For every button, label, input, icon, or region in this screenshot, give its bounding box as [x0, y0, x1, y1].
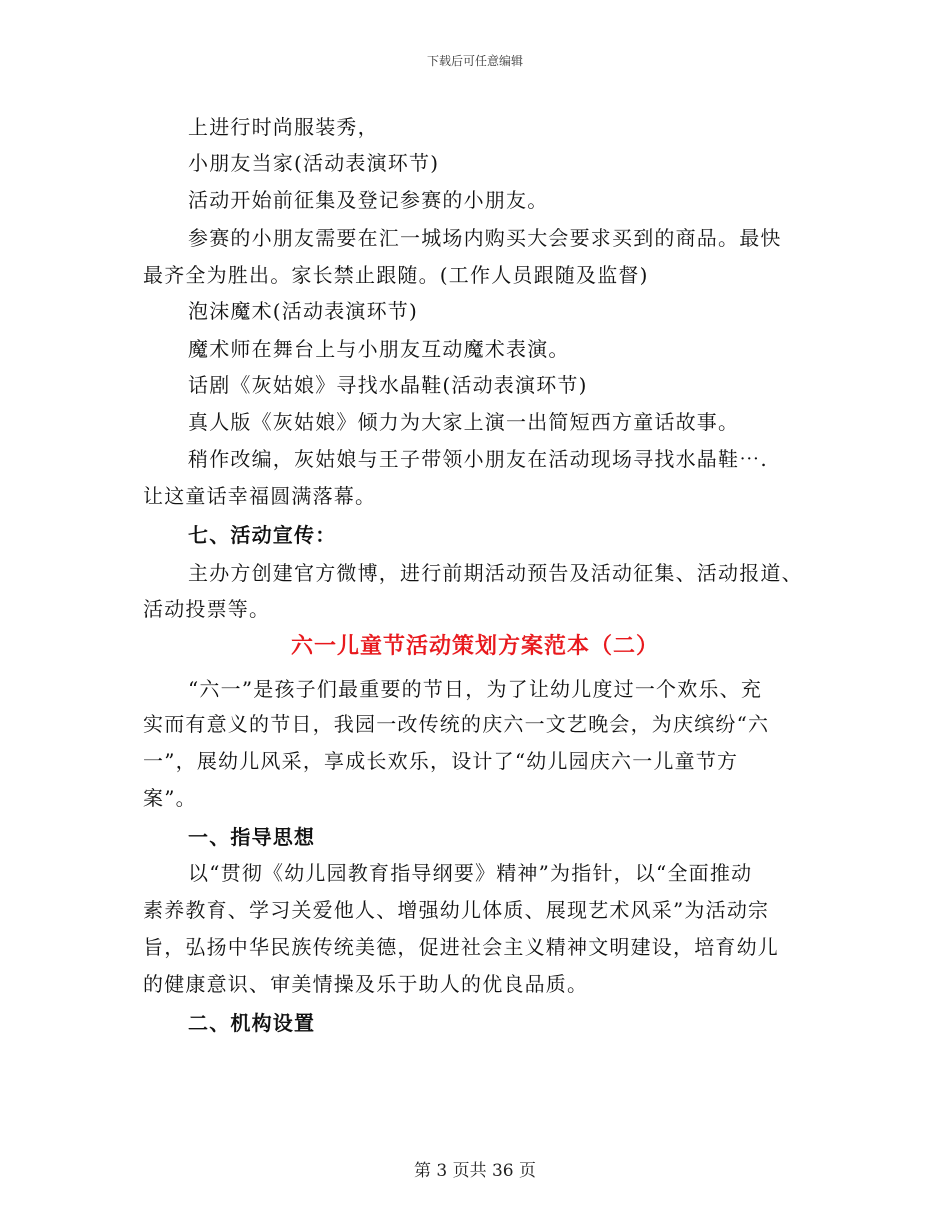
page-header: 下载后可任意编辑	[426, 54, 523, 68]
text-line: 主办方创建官方微博，进行前期活动预告及活动征集、活动报道、	[188, 561, 803, 585]
document-title: 六一儿童节活动策划方案范本（二）	[290, 634, 659, 659]
text-line: 让这童话幸福圆满落幕。	[143, 484, 377, 508]
text-line: 素养教育、学习关爱他人、增强幼儿体质、展现艺术风采”为活动宗	[143, 898, 770, 922]
text-line: 魔术师在舞台上与小朋友互动魔术表演。	[188, 337, 570, 361]
text-line: 一”，展幼儿风采，享成长欢乐，设计了“幼儿园庆六一儿童节方	[143, 749, 739, 773]
text-line: 案”。	[143, 786, 197, 810]
text-line: 话剧《灰姑娘》寻找水晶鞋(活动表演环节)	[188, 373, 588, 397]
section-heading: 二、机构设置	[188, 1011, 316, 1035]
text-line: 稍作改编，灰姑娘与王子带领小朋友在活动现场寻找水晶鞋⋯.	[188, 447, 768, 471]
section-heading: 一、指导思想	[188, 825, 316, 849]
text-line: 活动开始前征集及登记参赛的小朋友。	[188, 188, 549, 212]
text-line: 的健康意识、审美情操及乐于助人的优良品质。	[143, 972, 589, 996]
text-line: 实而有意义的节日，我园一改传统的庆六一文艺晚会，为庆缤纷“六	[143, 712, 770, 736]
text-line: 活动投票等。	[143, 597, 271, 621]
section-heading: 七、活动宣传：	[188, 523, 337, 547]
text-line: 以“贯彻《幼儿园教育指导纲要》精神”为指针，以“全面推动	[188, 861, 753, 885]
text-line: 上进行时尚服装秀，	[188, 115, 379, 139]
text-line: 泡沫魔术(活动表演环节)	[188, 299, 419, 323]
text-line: 旨，弘扬中华民族传统美德，促进社会主义精神文明建设，培育幼儿	[143, 935, 779, 959]
page-footer: 第 3 页共 36 页	[413, 1161, 537, 1181]
text-line: 小朋友当家(活动表演环节)	[188, 151, 440, 175]
text-line: 参赛的小朋友需要在汇一城场内购买大会要求买到的商品。最快	[188, 226, 782, 250]
text-line: “六一”是孩子们最重要的节日，为了让幼儿度过一个欢乐、充	[188, 677, 763, 701]
text-line: 最齐全为胜出。家长禁止跟随。(工作人员跟随及监督)	[143, 263, 649, 287]
text-line: 真人版《灰姑娘》倾力为大家上演一出简短西方童话故事。	[188, 410, 740, 434]
